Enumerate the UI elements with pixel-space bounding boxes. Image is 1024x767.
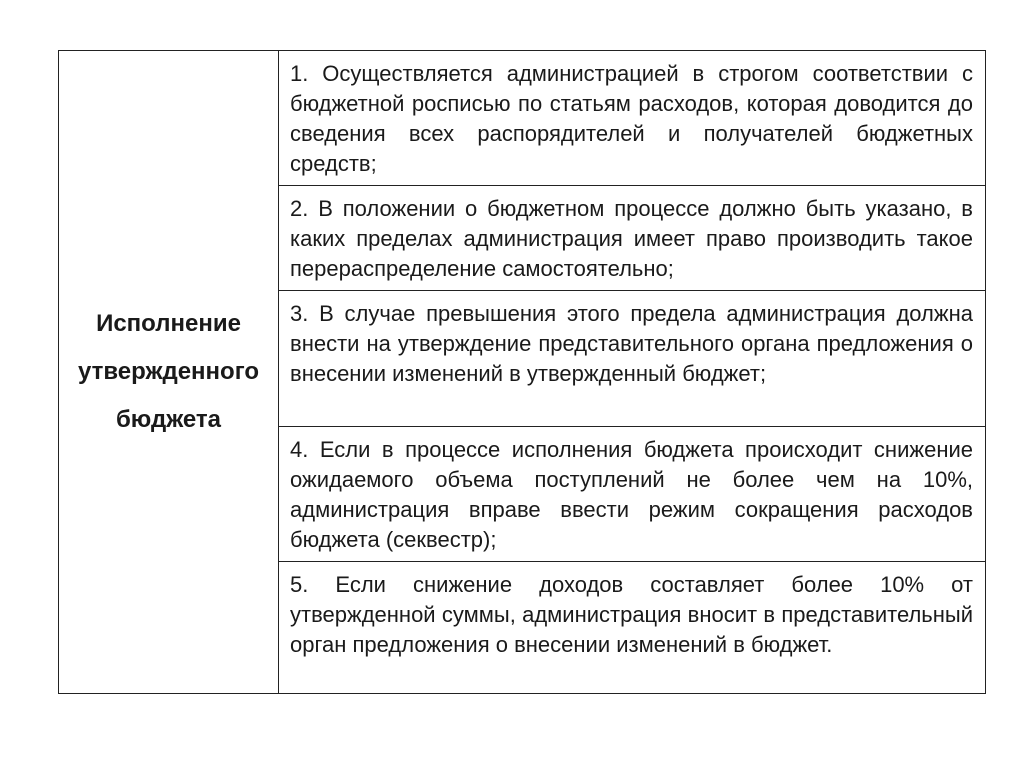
item-cell-1 xyxy=(279,51,986,186)
item-cell-5 xyxy=(279,562,986,694)
item-text-5: 5. Если снижение доходов составляет более 10% от утвержденной суммы, администрация вносит в представительный орган предложения о внесении изменений в бюджет. xyxy=(290,572,973,657)
budget-execution-table xyxy=(58,50,986,694)
item-text-4: 4. Если в процессе исполнения бюджета происходит снижение ожидаемого объема поступлений не более чем на 10%, администрация вправе ввести режим сокращения расходов бюджета (секвестр); xyxy=(290,437,973,552)
item-text-3: 3. В случае превышения этого предела администрация должна внести на утверждение представительного органа предложения о внесении изменений в утвержденный бюджет; xyxy=(290,301,973,386)
item-text-1: 1. Осуществляется администрацией в строгом соответствии с бюджетной росписью по статьям расходов, которая доводится до сведения всех распорядителей и получателей бюджетных средств; xyxy=(290,61,973,176)
left-header-title: Исполнение утвержденного бюджета xyxy=(77,310,260,433)
item-cell-3 xyxy=(279,291,986,427)
item-cell-4 xyxy=(279,427,986,562)
item-cell-2 xyxy=(279,186,986,291)
table-row xyxy=(59,51,986,186)
item-text-2: 2. В положении о бюджетном процессе должно быть указано, в каких пределах администрация имеет право производить такое перераспределение самостоятельно; xyxy=(290,196,973,281)
left-header-cell xyxy=(59,51,279,694)
